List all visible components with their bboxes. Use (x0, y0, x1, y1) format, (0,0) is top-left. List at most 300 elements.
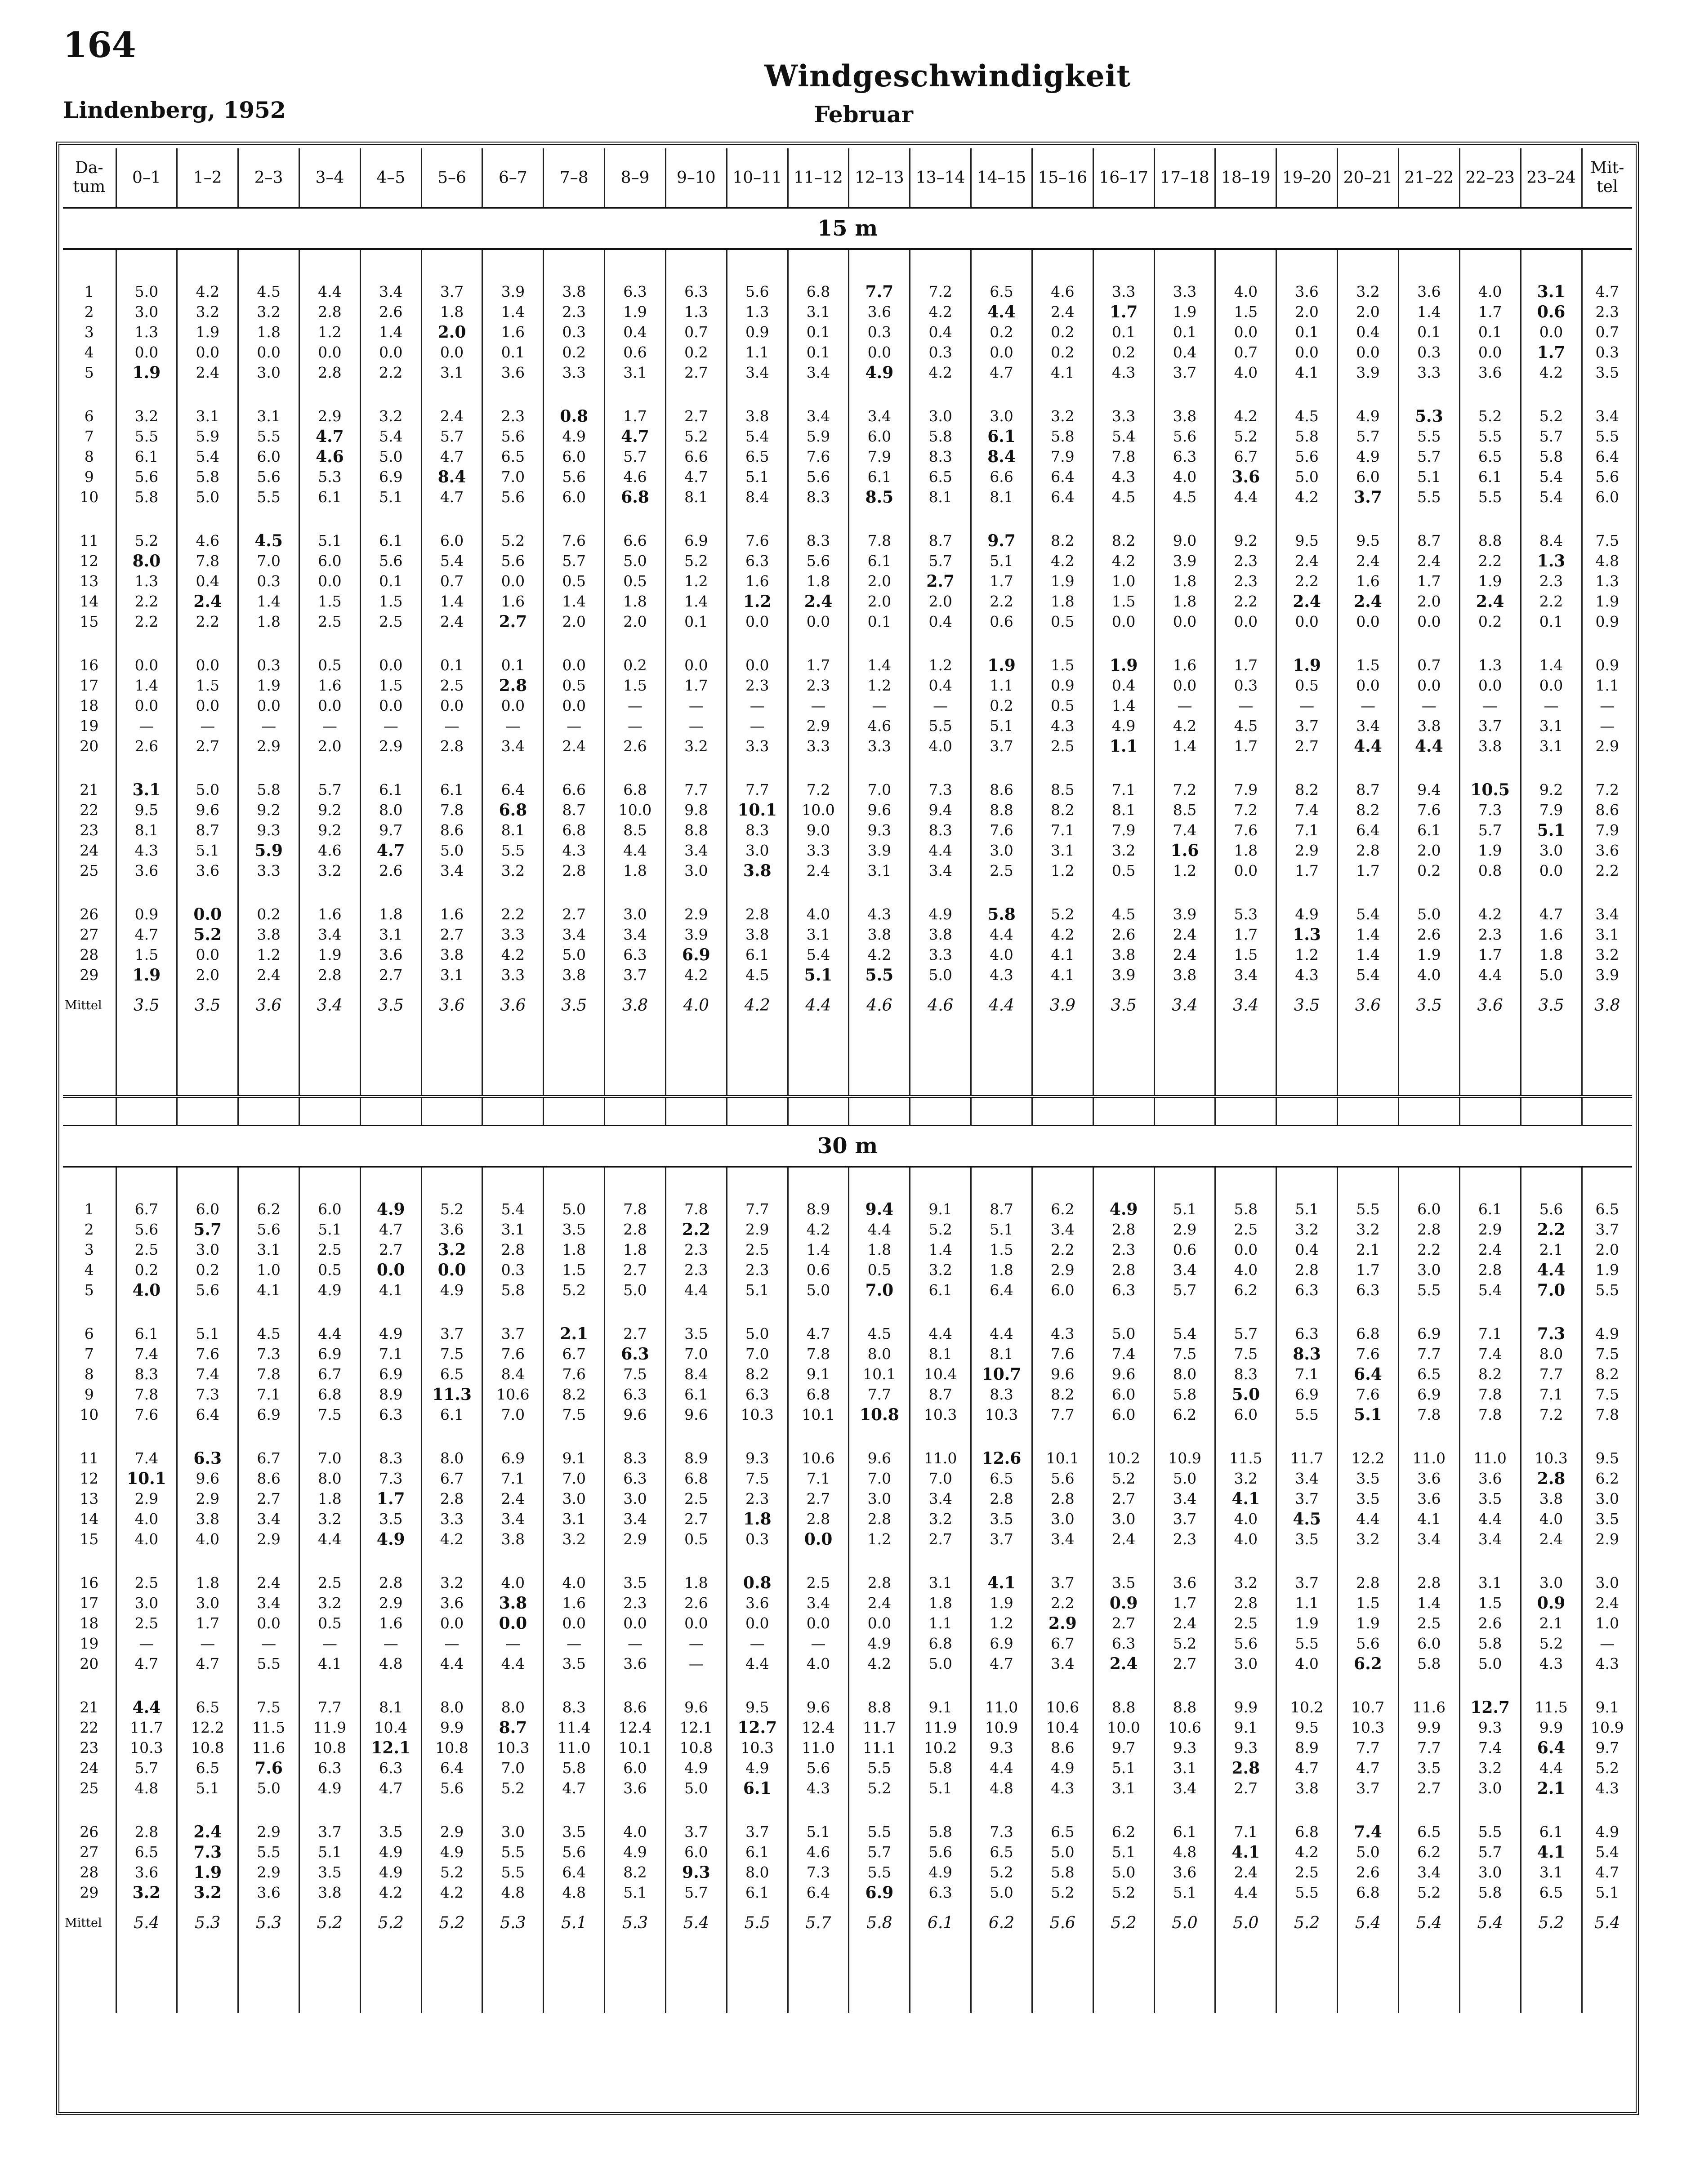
value-cell: 7.5 (605, 1364, 666, 1384)
mittel-row (63, 1903, 1632, 1943)
value-cell: 8.2 (605, 1862, 666, 1882)
value-cell: 9.3 (971, 1738, 1032, 1758)
value-cell: 6.0 (238, 446, 299, 467)
value-cell: 4.1 (1215, 1842, 1276, 1862)
value-cell: — (482, 716, 544, 736)
value-cell: 10.6 (482, 1384, 544, 1404)
value-cell: 5.2 (482, 1778, 544, 1798)
value-cell: 5.7 (1459, 820, 1521, 840)
empty-cell (116, 1096, 177, 1126)
value-cell: 4.5 (238, 281, 299, 302)
value-cell: 0.0 (1338, 675, 1399, 695)
empty-cell (360, 507, 421, 530)
value-cell: 2.3 (727, 1260, 788, 1280)
value-cell: 6.3 (1276, 1280, 1338, 1300)
table-row (63, 695, 1632, 716)
value-cell: 6.8 (299, 1384, 360, 1404)
spacer-row (63, 1300, 1632, 1324)
value-cell: 10.7 (971, 1364, 1032, 1384)
value-cell: 6.7 (544, 1344, 605, 1364)
value-cell: 4.4 (849, 1219, 910, 1239)
value-cell: 5.0 (544, 945, 605, 965)
empty-cell (849, 756, 910, 780)
value-cell: 3.6 (727, 1593, 788, 1613)
empty-cell (1093, 881, 1154, 904)
value-cell: 2.7 (1093, 1489, 1154, 1509)
value-cell: 1.9 (1276, 1613, 1338, 1633)
daily-mean-cell: 7.5 (1582, 1344, 1632, 1364)
value-cell: 2.5 (788, 1573, 849, 1593)
daily-mean-cell: — (1582, 716, 1632, 736)
value-cell: 1.7 (1093, 302, 1154, 322)
empty-cell (1398, 1943, 1459, 2013)
value-cell: 5.5 (1276, 1633, 1338, 1654)
value-cell: 1.4 (1338, 945, 1399, 965)
value-cell: 12.6 (971, 1448, 1032, 1468)
value-cell: 1.2 (238, 945, 299, 965)
value-cell: 0.0 (1093, 611, 1154, 632)
empty-cell (360, 1943, 421, 2013)
value-cell: 11.4 (544, 1717, 605, 1738)
hourly-mean-cell: 5.4 (665, 1903, 727, 1943)
value-cell: 7.6 (1032, 1344, 1093, 1364)
value-cell: 5.7 (299, 780, 360, 800)
table-row (63, 406, 1632, 426)
value-cell: 3.6 (1398, 1468, 1459, 1489)
value-cell: 2.8 (1215, 1593, 1276, 1613)
value-cell: 4.9 (1093, 716, 1154, 736)
value-cell: 2.0 (849, 591, 910, 611)
empty-cell (1032, 1096, 1093, 1126)
hourly-mean-cell: 3.5 (116, 985, 177, 1025)
value-cell: 5.6 (482, 426, 544, 446)
value-cell: 5.4 (788, 945, 849, 965)
empty-cell (544, 632, 605, 655)
value-cell: 0.3 (482, 1260, 544, 1280)
month-label: Februar (814, 101, 913, 128)
value-cell: 4.4 (1398, 736, 1459, 756)
value-cell: 1.4 (116, 675, 177, 695)
value-cell: 3.1 (1521, 716, 1582, 736)
value-cell: 4.3 (788, 1778, 849, 1798)
value-cell: 5.0 (177, 487, 238, 507)
empty-cell (1582, 249, 1632, 281)
hourly-mean-cell: 5.2 (360, 1903, 421, 1943)
empty-cell (1032, 1025, 1093, 1096)
value-cell: 6.8 (1338, 1882, 1399, 1903)
value-cell: 0.0 (1276, 342, 1338, 362)
value-cell: 4.9 (360, 1842, 421, 1862)
station-label: Lindenberg, 1952 (63, 97, 286, 123)
empty-cell (1215, 632, 1276, 655)
hourly-mean-cell: 5.4 (1398, 1903, 1459, 1943)
empty-cell (1093, 1549, 1154, 1573)
value-cell: 3.0 (238, 362, 299, 383)
empty-cell (421, 1943, 482, 2013)
value-cell: 5.4 (1521, 487, 1582, 507)
empty-cell (1459, 1798, 1521, 1822)
value-cell: 6.6 (971, 467, 1032, 487)
value-cell: 1.8 (1032, 591, 1093, 611)
value-cell: 1.6 (1154, 840, 1215, 860)
empty-cell (1521, 756, 1582, 780)
value-cell: 0.0 (116, 655, 177, 675)
empty-cell (1582, 1025, 1632, 1096)
empty-cell (665, 1425, 727, 1448)
table-row (63, 302, 1632, 322)
value-cell: 4.0 (116, 1529, 177, 1549)
value-cell: 5.7 (1398, 446, 1459, 467)
value-cell: 5.0 (1398, 904, 1459, 924)
daily-mean-cell: 2.9 (1582, 1529, 1632, 1549)
empty-cell (849, 507, 910, 530)
day-cell: 13 (80, 1490, 99, 1507)
value-cell: 10.5 (1459, 780, 1521, 800)
spacer-row (63, 1943, 1632, 2013)
value-cell: 0.0 (116, 695, 177, 716)
value-cell: 5.8 (1215, 1199, 1276, 1219)
table-row (63, 1529, 1632, 1549)
value-cell: 1.0 (1093, 571, 1154, 591)
empty-cell (971, 249, 1032, 281)
daily-mean-cell: 6.0 (1582, 487, 1632, 507)
value-cell: 5.6 (910, 1842, 971, 1862)
value-cell: 2.5 (971, 860, 1032, 881)
table-row (63, 716, 1632, 736)
value-cell: 5.7 (605, 446, 666, 467)
empty-cell (177, 1096, 238, 1126)
value-cell: 9.2 (238, 800, 299, 820)
empty-cell (910, 632, 971, 655)
value-cell: 1.9 (177, 322, 238, 342)
empty-cell (1154, 249, 1215, 281)
empty-cell (1459, 1025, 1521, 1096)
value-cell: 3.4 (299, 924, 360, 945)
daily-mean-cell: 5.6 (1582, 467, 1632, 487)
value-cell: 11.0 (788, 1738, 849, 1758)
value-cell: 3.8 (1276, 1778, 1338, 1798)
value-cell: 5.0 (544, 1199, 605, 1219)
value-cell: 2.5 (1276, 1862, 1338, 1882)
value-cell: 7.9 (849, 446, 910, 467)
value-cell: 3.4 (544, 924, 605, 945)
value-cell: 5.0 (605, 551, 666, 571)
value-cell: 4.3 (1032, 1324, 1093, 1344)
value-cell: 3.4 (1459, 1529, 1521, 1549)
value-cell: 0.6 (971, 611, 1032, 632)
empty-cell (1154, 756, 1215, 780)
value-cell: 2.7 (605, 1260, 666, 1280)
value-cell: 6.0 (1215, 1404, 1276, 1425)
day-cell: 12 (80, 1470, 99, 1487)
empty-cell (482, 383, 544, 406)
value-cell: 6.4 (177, 1404, 238, 1425)
hourly-mean-cell: 4.0 (665, 985, 727, 1025)
value-cell: 0.1 (788, 322, 849, 342)
day-cell: 14 (80, 593, 99, 610)
empty-cell (544, 1300, 605, 1324)
value-cell: 4.4 (910, 1324, 971, 1344)
value-cell: 1.2 (299, 322, 360, 342)
value-cell: 2.2 (1459, 551, 1521, 571)
empty-cell (544, 1167, 605, 1199)
value-cell: 10.1 (727, 800, 788, 820)
daily-mean-cell: 5.5 (1582, 1280, 1632, 1300)
value-cell: 1.7 (1215, 736, 1276, 756)
value-cell: 1.6 (482, 591, 544, 611)
empty-cell (788, 1943, 849, 2013)
value-cell: 3.4 (1215, 965, 1276, 985)
value-cell: 1.4 (910, 1239, 971, 1260)
value-cell: 4.0 (177, 1529, 238, 1549)
empty-cell (605, 881, 666, 904)
value-cell: 1.4 (1093, 695, 1154, 716)
day-cell: 28 (80, 1863, 99, 1881)
value-cell: — (727, 1633, 788, 1654)
value-cell: 3.2 (116, 1882, 177, 1903)
value-cell: 0.2 (238, 904, 299, 924)
value-cell: 0.4 (1276, 1239, 1338, 1260)
day-cell: 19 (80, 717, 99, 735)
value-cell: 10.8 (849, 1404, 910, 1425)
value-cell: 3.8 (421, 945, 482, 965)
value-cell: 6.9 (1398, 1324, 1459, 1344)
value-cell: 5.5 (238, 1842, 299, 1862)
value-cell: 3.8 (544, 965, 605, 985)
day-cell: 6 (84, 407, 94, 425)
value-cell: 3.2 (910, 1260, 971, 1280)
value-cell: 5.4 (1338, 965, 1399, 985)
empty-cell (1154, 1943, 1215, 2013)
empty-cell (1032, 881, 1093, 904)
empty-cell (482, 1943, 544, 2013)
value-cell: 4.4 (1338, 736, 1399, 756)
hourly-mean-cell: 5.3 (482, 1903, 544, 1943)
value-cell: 12.2 (177, 1717, 238, 1738)
value-cell: 3.9 (849, 840, 910, 860)
value-cell: 7.1 (1215, 1822, 1276, 1842)
value-cell: 7.8 (116, 1384, 177, 1404)
daily-mean-cell: 5.2 (1582, 1758, 1632, 1778)
value-cell: 6.4 (1521, 1738, 1582, 1758)
value-cell: 8.3 (544, 1697, 605, 1717)
value-cell: 5.4 (1459, 1280, 1521, 1300)
hourly-mean-cell: 5.2 (421, 1903, 482, 1943)
day-cell: 26 (80, 905, 99, 923)
value-cell: 3.1 (849, 860, 910, 881)
value-cell: 6.7 (299, 1364, 360, 1384)
value-cell: 2.5 (116, 1573, 177, 1593)
value-cell: 6.2 (1032, 1199, 1093, 1219)
value-cell: 7.8 (1398, 1404, 1459, 1425)
value-cell: 4.0 (971, 945, 1032, 965)
value-cell: 7.0 (238, 551, 299, 571)
value-cell: 4.9 (910, 1862, 971, 1882)
value-cell: 9.7 (971, 530, 1032, 551)
value-cell: 6.0 (665, 1842, 727, 1862)
value-cell: — (788, 695, 849, 716)
value-cell: 5.1 (1154, 1199, 1215, 1219)
value-cell: 9.6 (177, 800, 238, 820)
day-cell: 17 (80, 1594, 99, 1612)
value-cell: 4.5 (1276, 1509, 1338, 1529)
value-cell: 2.4 (1154, 1613, 1215, 1633)
hourly-mean-cell: 5.7 (788, 1903, 849, 1943)
value-cell: — (299, 1633, 360, 1654)
value-cell: 6.4 (421, 1758, 482, 1778)
value-cell: 7.0 (910, 1468, 971, 1489)
value-cell: 2.3 (1093, 1239, 1154, 1260)
empty-cell (1215, 756, 1276, 780)
empty-cell (1276, 1798, 1338, 1822)
value-cell: 3.4 (1032, 1654, 1093, 1674)
value-cell: 0.0 (665, 655, 727, 675)
value-cell: 4.0 (788, 904, 849, 924)
value-cell: 4.7 (360, 840, 421, 860)
value-cell: 8.7 (482, 1717, 544, 1738)
value-cell: 3.6 (1154, 1573, 1215, 1593)
value-cell: 6.1 (360, 780, 421, 800)
value-cell: 1.2 (727, 591, 788, 611)
empty-cell (360, 756, 421, 780)
value-cell: 4.2 (1215, 406, 1276, 426)
empty-cell (665, 507, 727, 530)
empty-cell (116, 1300, 177, 1324)
value-cell: 9.3 (665, 1862, 727, 1882)
value-cell: 7.5 (421, 1344, 482, 1364)
empty-cell (1154, 1300, 1215, 1324)
value-cell: 8.8 (665, 820, 727, 840)
empty-cell (482, 1549, 544, 1573)
daily-mean-cell: 3.0 (1582, 1573, 1632, 1593)
table-row (63, 1344, 1632, 1364)
value-cell: 3.2 (665, 736, 727, 756)
value-cell: 5.6 (238, 1219, 299, 1239)
value-cell: 2.0 (605, 611, 666, 632)
value-cell: 3.1 (1521, 736, 1582, 756)
empty-cell (1521, 1425, 1582, 1448)
value-cell: 3.2 (1093, 840, 1154, 860)
value-cell: 6.8 (788, 281, 849, 302)
value-cell: 10.3 (1338, 1717, 1399, 1738)
value-cell: 4.0 (1276, 1654, 1338, 1674)
daily-mean-cell: 3.1 (1582, 924, 1632, 945)
value-cell: 3.3 (1154, 281, 1215, 302)
value-cell: 4.7 (544, 1778, 605, 1798)
hourly-mean-cell: 3.4 (299, 985, 360, 1025)
value-cell: 6.5 (971, 281, 1032, 302)
empty-cell (116, 383, 177, 406)
day-cell: 21 (80, 1698, 99, 1716)
value-cell: 0.0 (1521, 675, 1582, 695)
value-cell: 0.0 (299, 342, 360, 362)
value-cell: 1.7 (1521, 342, 1582, 362)
value-cell: 0.4 (910, 611, 971, 632)
empty-cell (1398, 1425, 1459, 1448)
value-cell: 10.6 (788, 1448, 849, 1468)
value-cell: — (544, 1633, 605, 1654)
value-cell: 4.7 (299, 426, 360, 446)
empty-cell (665, 1798, 727, 1822)
value-cell: 4.7 (788, 1324, 849, 1344)
empty-cell (665, 756, 727, 780)
value-cell: 2.8 (788, 1509, 849, 1529)
value-cell: 4.0 (1215, 362, 1276, 383)
value-cell: 2.4 (1032, 302, 1093, 322)
value-cell: 7.6 (727, 530, 788, 551)
hourly-mean-cell: 5.0 (1154, 1903, 1215, 1943)
value-cell: — (849, 695, 910, 716)
value-cell: 9.1 (910, 1199, 971, 1219)
value-cell: 3.0 (727, 840, 788, 860)
value-cell: 3.3 (788, 840, 849, 860)
value-cell: 5.7 (116, 1758, 177, 1778)
value-cell: 10.1 (849, 1364, 910, 1384)
value-cell: 8.8 (849, 1697, 910, 1717)
table-row (63, 1738, 1632, 1758)
value-cell: 8.0 (482, 1697, 544, 1717)
value-cell: 4.2 (421, 1529, 482, 1549)
value-cell: 6.3 (1093, 1633, 1154, 1654)
value-cell: 7.6 (1338, 1384, 1399, 1404)
empty-cell (727, 1943, 788, 2013)
value-cell: 1.9 (1338, 1613, 1399, 1633)
value-cell: 3.3 (1398, 362, 1459, 383)
value-cell: 5.9 (788, 426, 849, 446)
value-cell: — (544, 716, 605, 736)
value-cell: 1.6 (727, 571, 788, 591)
value-cell: 3.8 (727, 860, 788, 881)
day-cell: 9 (84, 468, 94, 486)
value-cell: 2.3 (665, 1239, 727, 1260)
value-cell: 6.0 (299, 1199, 360, 1219)
value-cell: 11.0 (971, 1697, 1032, 1717)
value-cell: 2.5 (421, 675, 482, 695)
empty-cell (421, 756, 482, 780)
daily-mean-cell: 0.3 (1582, 342, 1632, 362)
value-cell: 3.0 (971, 406, 1032, 426)
spacer-row (63, 632, 1632, 655)
day-cell: 4 (84, 1261, 94, 1279)
value-cell: 3.3 (544, 362, 605, 383)
daily-mean-cell: 5.1 (1582, 1882, 1632, 1903)
empty-cell (1398, 756, 1459, 780)
value-cell: 2.8 (421, 1489, 482, 1509)
hourly-mean-cell: 5.3 (177, 1903, 238, 1943)
daily-mean-cell: 9.7 (1582, 1738, 1632, 1758)
value-cell: 3.4 (849, 406, 910, 426)
value-cell: 3.8 (482, 1529, 544, 1549)
value-cell: 6.0 (1032, 1280, 1093, 1300)
value-cell: 6.3 (605, 945, 666, 965)
value-cell: 6.0 (1093, 1384, 1154, 1404)
value-cell: 7.3 (788, 1862, 849, 1882)
value-cell: 0.7 (1398, 655, 1459, 675)
empty-cell (1093, 1167, 1154, 1199)
value-cell: 7.0 (849, 780, 910, 800)
empty-cell (727, 756, 788, 780)
empty-cell (1582, 1167, 1632, 1199)
value-cell: 1.4 (421, 591, 482, 611)
value-cell: 7.4 (177, 1364, 238, 1384)
value-cell: 6.1 (1459, 467, 1521, 487)
level-header-row (63, 208, 1632, 249)
daily-mean-cell: 3.2 (1582, 945, 1632, 965)
empty-cell (1398, 1300, 1459, 1324)
empty-cell (605, 1674, 666, 1697)
value-cell: 2.7 (910, 1529, 971, 1549)
table-row (63, 840, 1632, 860)
